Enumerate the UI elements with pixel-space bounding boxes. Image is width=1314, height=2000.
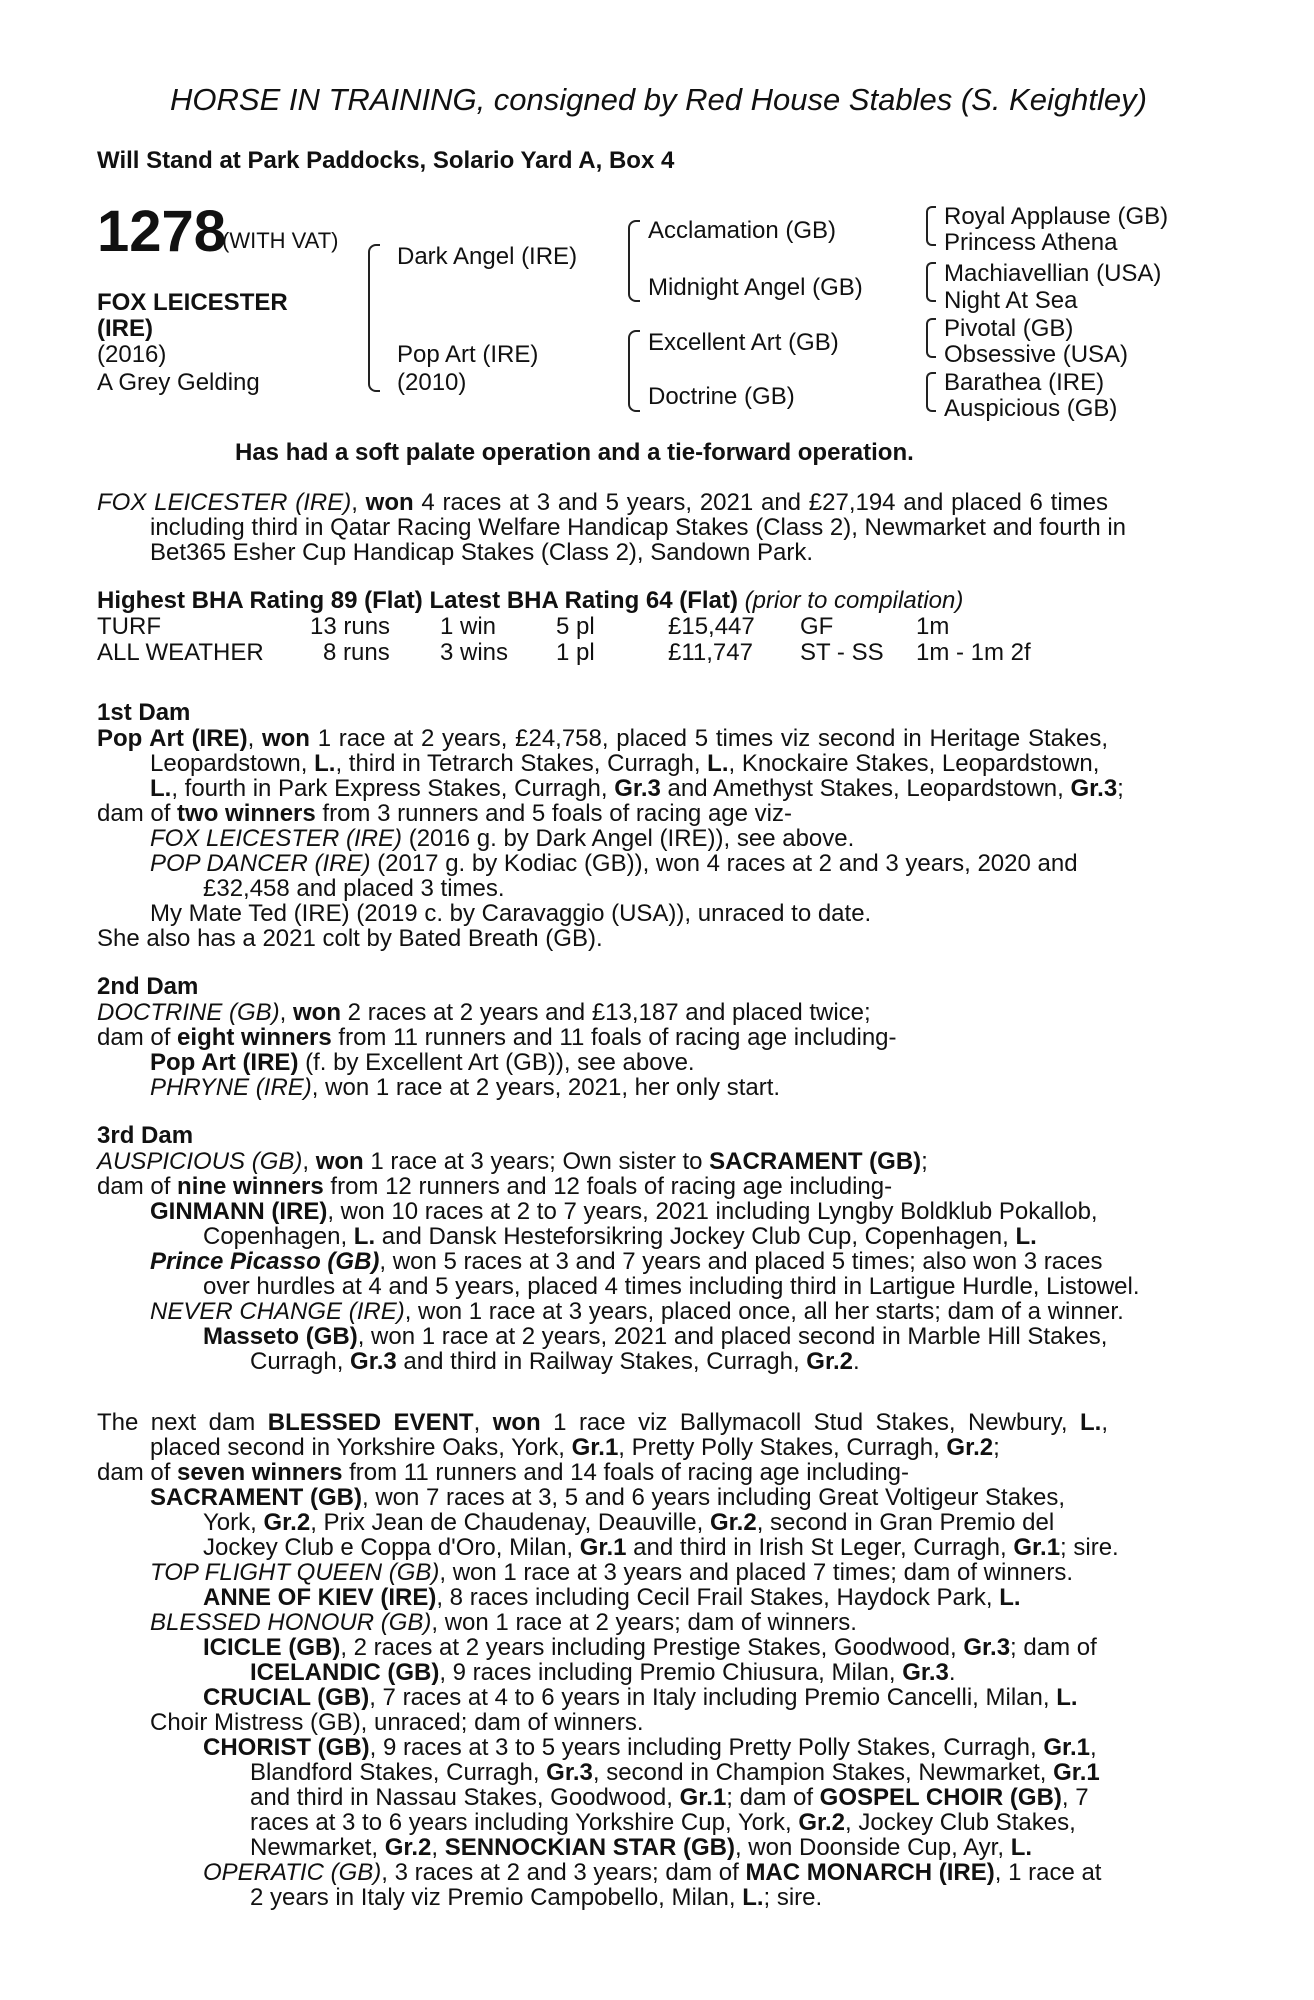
text-segment: won [293, 999, 342, 1026]
text-segment: She also has a 2021 colt by Bated Breath (GB). [97, 925, 603, 952]
record-earnings: £15,447 [668, 613, 755, 640]
text-line [150, 1299, 1124, 1325]
text-segment: PHRYNE (IRE) [150, 1074, 312, 1101]
text-segment: 1 race at 2 years, £24,758, placed 5 times viz second in Heritage Stakes, [309, 725, 1108, 752]
text-segment: ICICLE (GB) [203, 1634, 341, 1661]
text-line [150, 1710, 644, 1736]
pedigree-dam: Pop Art (IRE) [397, 341, 539, 368]
text-segment: ANNE OF KIEV (IRE) [203, 1584, 437, 1611]
text-line [150, 1199, 1098, 1225]
text-line [250, 1810, 1076, 1836]
text-segment: and Dansk Hesteforsikring Jockey Club Cup, Copenhagen, [375, 1223, 1016, 1250]
text-segment: , 1 race at [994, 1859, 1102, 1886]
text-segment: (2016 g. by Dark Angel (IRE)), see above. [402, 825, 855, 852]
text-line [203, 1685, 1078, 1711]
page-title: HORSE IN TRAINING, consigned by Red House Stables (S. Keightley) [170, 82, 1147, 117]
text-segment: Gr.3 [546, 1759, 593, 1786]
text-segment: L. [314, 750, 336, 777]
text-line [150, 1435, 1000, 1461]
text-segment: and Amethyst Stakes, Leopardstown, [660, 775, 1071, 802]
pedigree-brace-dam [628, 330, 640, 412]
text-segment: Gr.1 [1053, 1759, 1100, 1786]
text-segment [738, 587, 745, 614]
text-line [250, 1660, 956, 1686]
text-segment: Copenhagen, [203, 1223, 354, 1250]
text-segment: eight winners [177, 1024, 332, 1051]
text-line [250, 1835, 1032, 1861]
text-segment: , Pretty Polly Stakes, Curragh, [618, 1434, 947, 1461]
text-segment: won [492, 1409, 541, 1436]
text-segment: Gr.2 [798, 1809, 846, 1836]
horse-year: (2016) [97, 341, 167, 368]
text-line [203, 1585, 1021, 1611]
text-line [97, 1123, 193, 1149]
text-segment: , 9 races at 3 to 5 years including Pretty Polly Stakes, Curragh, [369, 1734, 1044, 1761]
pedigree-dam-sire: Excellent Art (GB) [648, 329, 839, 356]
text-line [150, 751, 1099, 777]
text-segment: 1 race viz Ballymacoll Stud Stakes, Newbury, [540, 1409, 1081, 1436]
text-segment: , Knockaire Stakes, Leopardstown, [728, 750, 1100, 777]
text-segment: from 3 runners and 5 foals of racing age viz- [315, 800, 792, 827]
text-line [150, 1560, 1073, 1586]
pedigree-sire: Dark Angel (IRE) [397, 243, 578, 270]
record-earnings: £11,747 [668, 639, 753, 666]
pedigree-sdd: Night At Sea [944, 287, 1078, 314]
pedigree-dds: Barathea (IRE) [944, 369, 1105, 396]
text-segment: and third in Nassau Stakes, Goodwood, [250, 1784, 680, 1811]
text-line [97, 490, 1108, 516]
text-segment: won [315, 1148, 364, 1175]
text-segment: , third in Tetrarch Stakes, Curragh, [335, 750, 708, 777]
vat-note: (WITH VAT) [222, 228, 339, 253]
text-segment: Gr.3 [1070, 775, 1118, 802]
text-segment: Gr.3 [902, 1659, 949, 1686]
text-segment: dam of [97, 1173, 178, 1200]
text-segment: SENNOCKIAN STAR (GB) [444, 1834, 735, 1861]
text-segment: £32,458 and placed 3 times. [203, 875, 505, 902]
text-segment: L. [150, 775, 172, 802]
text-segment: , 8 races including Cecil Frail Stakes, Haydock Park, [436, 1584, 1000, 1611]
text-segment: Gr.3 [614, 775, 661, 802]
text-segment: , [473, 1409, 493, 1436]
text-segment: L. [1056, 1684, 1078, 1711]
pedigree-sire-sire: Acclamation (GB) [648, 217, 837, 244]
text-segment: , [351, 489, 366, 516]
lot-number: 1278 [97, 199, 227, 264]
text-line [203, 876, 505, 902]
text-segment: Gr.2 [709, 1509, 757, 1536]
text-segment: , Jockey Club Stakes, [845, 1809, 1076, 1836]
pedigree-brace-dd [926, 372, 936, 412]
text-line [97, 1460, 909, 1486]
text-line [150, 515, 1126, 541]
text-segment: Curragh, [250, 1348, 351, 1375]
text-segment: Gr.1 [1013, 1534, 1061, 1561]
text-line [203, 1635, 1097, 1661]
record-placed: 1 pl [556, 639, 595, 666]
text-line [150, 1610, 857, 1636]
text-segment: MAC MONARCH (IRE) [745, 1859, 995, 1886]
text-segment: Gr.2 [263, 1509, 311, 1536]
horse-description: A Grey Gelding [97, 369, 260, 396]
text-segment: ; dam of [726, 1784, 820, 1811]
text-line [97, 1000, 871, 1026]
pedigree-sire-dam: Midnight Angel (GB) [648, 274, 863, 301]
text-line [250, 1760, 1100, 1786]
text-segment: seven winners [177, 1459, 343, 1486]
text-line [150, 1075, 780, 1101]
text-segment: (f. by Excellent Art (GB)), see above. [298, 1049, 695, 1076]
pedigree-sds: Machiavellian (USA) [944, 260, 1162, 287]
text-segment: Blandford Stakes, Curragh, [250, 1759, 547, 1786]
record-runs: 8 runs [323, 639, 390, 666]
text-segment: Leopardstown, [150, 750, 315, 777]
text-line [97, 801, 792, 827]
horse-country: (IRE) [97, 315, 153, 342]
pedigree-brace-ds [926, 318, 936, 358]
text-segment: Gr.2 [946, 1434, 994, 1461]
text-segment: Gr.1 [679, 1784, 727, 1811]
text-segment: Gr.1 [579, 1534, 627, 1561]
text-segment: Masseto (GB) [203, 1323, 358, 1350]
text-segment: (2017 g. by Kodiac (GB)), won 4 races at 2 and 3 years, 2020 and [370, 850, 1078, 877]
text-segment: , won 1 race at 2 years; dam of winners. [431, 1609, 857, 1636]
pedigree-brace-sire [628, 220, 640, 302]
text-segment: Gr.1 [1043, 1734, 1091, 1761]
text-segment: ; [1117, 775, 1124, 802]
text-segment: , 2 races at 2 years including Prestige Stakes, Goodwood, [340, 1634, 964, 1661]
text-segment: SACRAMENT (GB) [709, 1148, 922, 1175]
record-runs: 13 runs [310, 613, 391, 640]
text-segment: CRUCIAL (GB) [203, 1684, 370, 1711]
record-distance: 1m [916, 613, 950, 640]
text-line [203, 1224, 1037, 1250]
text-segment: Gr.3 [350, 1348, 397, 1375]
text-line [150, 1249, 1103, 1275]
text-segment: Gr.1 [571, 1434, 619, 1461]
text-segment: including third in Qatar Racing Welfare Handicap Stakes (Class 2), Newmarket and fourth in [150, 514, 1127, 541]
text-segment: , won 5 races at 3 and 7 years and placed 5 times; also won 3 races [379, 1248, 1103, 1275]
text-segment: , 7 [1061, 1784, 1089, 1811]
record-surface: ALL WEATHER [97, 639, 264, 666]
text-segment: ICELANDIC (GB) [250, 1659, 440, 1686]
text-segment: York, [203, 1509, 264, 1536]
text-segment: , won 7 races at 3, 5 and 6 years including Great Voltigeur Stakes, [361, 1484, 1066, 1511]
text-segment: . [852, 1348, 860, 1375]
text-segment: , Prix Jean de Chaudenay, Deauville, [310, 1509, 710, 1536]
text-segment: GINMANN (IRE) [150, 1198, 328, 1225]
text-segment: SACRAMENT (GB) [150, 1484, 362, 1511]
operation-note: Has had a soft palate operation and a tie-forward operation. [235, 439, 914, 466]
text-line [150, 826, 854, 852]
text-segment: ; [921, 1148, 928, 1175]
text-segment: BLESSED HONOUR (GB) [150, 1609, 432, 1636]
record-distance: 1m - 1m 2f [916, 639, 1031, 666]
text-segment: AUSPICIOUS (GB) [97, 1148, 303, 1175]
text-segment: , won 1 race at 3 years, placed once, all her starts; dam of a winner. [404, 1298, 1124, 1325]
pedigree-dam-year: (2010) [397, 369, 467, 396]
text-line [250, 1885, 822, 1911]
text-segment: and third in Railway Stakes, Curragh, [396, 1348, 807, 1375]
text-line [97, 700, 190, 726]
text-segment: Highest BHA Rating 89 (Flat) Latest BHA Rating 64 (Flat) [97, 587, 738, 614]
text-line [203, 1510, 1054, 1536]
text-segment: BLESSED EVENT [267, 1409, 474, 1436]
text-segment: L. [1015, 1223, 1037, 1250]
text-segment: Gr.3 [963, 1634, 1011, 1661]
text-line [203, 1535, 1119, 1561]
text-segment: FOX LEICESTER (IRE) [97, 489, 352, 516]
text-segment: TOP FLIGHT QUEEN (GB) [150, 1559, 440, 1586]
text-segment: . [948, 1659, 956, 1686]
text-segment: 2nd Dam [97, 973, 199, 1000]
pedigree-dss: Pivotal (GB) [944, 315, 1074, 342]
text-line [97, 588, 963, 614]
text-segment: CHORIST (GB) [203, 1734, 370, 1761]
text-segment: NEVER CHANGE (IRE) [150, 1298, 405, 1325]
text-segment: won [365, 489, 414, 516]
text-line [150, 540, 813, 566]
pedigree-dam-dam: Doctrine (GB) [648, 383, 795, 410]
text-line [97, 926, 603, 952]
text-segment: , [431, 1834, 445, 1861]
text-segment: over hurdles at 4 and 5 years, placed 4 times including third in Lartigue Hurdle, Listowel. [203, 1273, 1140, 1300]
text-segment: , 9 races including Premio Chiusura, Milan, [439, 1659, 903, 1686]
text-segment: dam of [97, 800, 178, 827]
text-segment: , [279, 999, 294, 1026]
text-segment: races at 3 to 6 years including Yorkshire Cup, York, [250, 1809, 799, 1836]
text-segment: Gr.2 [806, 1348, 853, 1375]
text-segment: nine winners [177, 1173, 324, 1200]
text-segment: , [302, 1148, 316, 1175]
text-segment: L. [353, 1223, 376, 1250]
text-line [97, 1025, 897, 1051]
text-line [150, 776, 1124, 802]
text-segment: L. [1010, 1834, 1033, 1861]
text-segment: , won Doonside Cup, Ayr, [734, 1834, 1011, 1861]
text-segment: , [1090, 1734, 1097, 1761]
text-segment: Bet365 Esher Cup Handicap Stakes (Class 2), Sandown Park. [150, 539, 814, 566]
text-segment: , won 1 race at 3 years and placed 7 times; dam of winners. [439, 1559, 1074, 1586]
record-surface: TURF [97, 613, 161, 640]
text-segment: ; [993, 1434, 1000, 1461]
text-segment: from 12 runners and 12 foals of racing age including- [323, 1173, 893, 1200]
text-line [150, 1485, 1065, 1511]
text-segment: , second in Gran Premio del [756, 1509, 1055, 1536]
pedigree-brace-sd [926, 262, 936, 302]
text-line [203, 1324, 1107, 1350]
text-segment: ; dam of [1010, 1634, 1097, 1661]
text-segment: , second in Champion Stakes, Newmarket, [592, 1759, 1054, 1786]
stand-location: Will Stand at Park Paddocks, Solario Yard A, Box 4 [97, 147, 675, 174]
text-segment: 2 races at 2 years and £13,187 and placed twice; [341, 999, 871, 1026]
text-line [250, 1785, 1089, 1811]
text-segment: 1 race at 3 years; Own sister to [363, 1148, 710, 1175]
text-line [97, 974, 198, 1000]
pedigree-sss: Royal Applause (GB) [944, 203, 1169, 230]
text-segment: Newmarket, [250, 1834, 385, 1861]
pedigree-ssd: Princess Athena [944, 229, 1118, 256]
text-segment: L. [742, 1884, 764, 1911]
text-line [97, 1149, 928, 1175]
text-segment: Choir Mistress (GB), unraced; dam of winners. [150, 1709, 644, 1736]
text-line [203, 1274, 1140, 1300]
pedigree-brace-main [368, 244, 380, 392]
text-segment: , fourth in Park Express Stakes, Curragh, [171, 775, 615, 802]
text-segment: Gr.2 [384, 1834, 432, 1861]
text-segment: , won 1 race at 2 years, 2021 and placed second in Marble Hill Stakes, [357, 1323, 1108, 1350]
text-segment: 3rd Dam [97, 1122, 194, 1149]
text-segment: GOSPEL CHOIR (GB) [819, 1784, 1062, 1811]
text-segment: OPERATIC (GB) [203, 1859, 382, 1886]
text-line [97, 1174, 892, 1200]
text-line [250, 1349, 860, 1375]
text-segment: L. [707, 750, 729, 777]
text-segment: dam of [97, 1459, 178, 1486]
record-placed: 5 pl [556, 613, 595, 640]
text-line [150, 851, 1078, 877]
text-segment: dam of [97, 1024, 178, 1051]
text-segment: won [261, 725, 310, 752]
record-going: ST - SS [800, 639, 884, 666]
text-segment: , [1101, 1409, 1109, 1436]
text-segment: Pop Art (IRE) [150, 1049, 299, 1076]
pedigree-dsd: Obsessive (USA) [944, 341, 1129, 368]
text-segment: , won 10 races at 2 to 7 years, 2021 including Lyngby Boldklub Pokallob, [327, 1198, 1098, 1225]
text-segment: , 7 races at 4 to 6 years in Italy including Premio Cancelli, Milan, [369, 1684, 1057, 1711]
text-segment: 4 races at 3 and 5 years, 2021 and £27,194 and placed 6 times [413, 489, 1109, 516]
text-segment: L. [999, 1584, 1021, 1611]
record-wins: 1 win [440, 613, 497, 640]
text-segment: Pop Art (IRE) [97, 725, 248, 752]
text-segment: from 11 runners and 14 foals of racing age including- [342, 1459, 910, 1486]
text-segment: (prior to compilation) [744, 587, 964, 614]
text-line [150, 1050, 695, 1076]
text-segment: 2 years in Italy viz Premio Campobello, Milan, [250, 1884, 743, 1911]
horse-name: FOX LEICESTER [97, 289, 288, 316]
record-wins: 3 wins [440, 639, 509, 666]
text-segment: , won 1 race at 2 years, 2021, her only start. [311, 1074, 781, 1101]
text-segment: The next dam [97, 1409, 268, 1436]
text-segment: ; sire. [763, 1884, 823, 1911]
text-segment: 1st Dam [97, 699, 191, 726]
text-segment: Jockey Club e Coppa d'Oro, Milan, [203, 1534, 580, 1561]
text-segment: from 11 runners and 11 foals of racing age including- [331, 1024, 897, 1051]
text-line [97, 1410, 1108, 1436]
text-segment: DOCTRINE (GB) [97, 999, 280, 1026]
text-segment: ; sire. [1060, 1534, 1119, 1561]
text-segment: placed second in Yorkshire Oaks, York, [150, 1434, 572, 1461]
record-going: GF [800, 613, 834, 640]
text-segment: and third in Irish St Leger, Curragh, [626, 1534, 1014, 1561]
text-segment: two winners [177, 800, 316, 827]
text-segment: FOX LEICESTER (IRE) [150, 825, 403, 852]
text-segment: L. [1080, 1409, 1102, 1436]
pedigree-brace-ss [926, 206, 936, 246]
text-segment: , 3 races at 2 and 3 years; dam of [381, 1859, 746, 1886]
text-line [203, 1735, 1097, 1761]
text-line [150, 901, 871, 927]
pedigree-ddd: Auspicious (GB) [944, 395, 1118, 422]
text-segment: POP DANCER (IRE) [150, 850, 371, 877]
text-segment: My Mate Ted (IRE) (2019 c. by Caravaggio (USA)), unraced to date. [150, 900, 872, 927]
text-segment: , [247, 725, 262, 752]
text-line [97, 726, 1108, 752]
text-line [203, 1860, 1101, 1886]
text-segment: Prince Picasso (GB) [150, 1248, 380, 1275]
